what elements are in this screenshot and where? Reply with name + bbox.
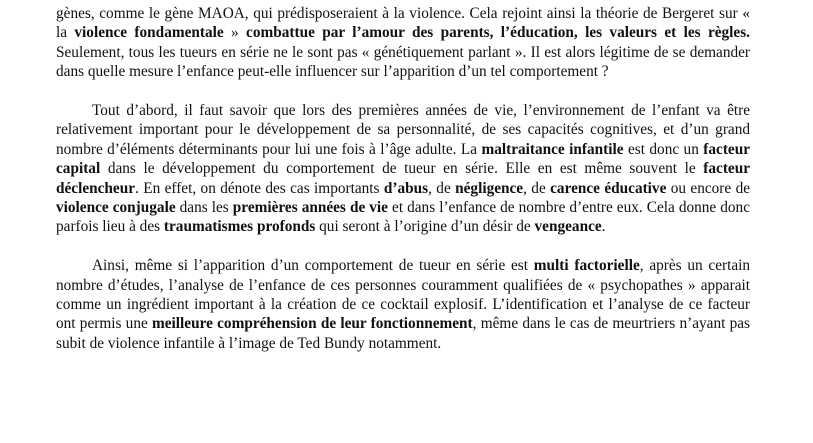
- text-run: et dans l’enfance de nombre d’entre eux. Cela donne donc parfois lieu à des: [56, 199, 750, 236]
- bold-phrase: premières années de vie: [232, 199, 388, 217]
- text-run: .: [601, 218, 606, 236]
- paragraph-genetics: [56, 4, 750, 82]
- text-run: Tout d’abord, il faut savoir que lors des premières années de vie, l’environnement de l’enfant va être relativement important pour le développement de sa personnalité, de ses capacités cognitives, et d’un grand nombre d’éléments déterminants pour lui une fois à l’âge adulte. La: [56, 102, 750, 158]
- text-run: Ainsi, même si l’apparition d’un comportement de tueur en série est: [92, 257, 534, 275]
- bold-phrase: violence conjugale: [56, 199, 176, 217]
- document-page: [56, 4, 750, 353]
- bold-phrase: vengeance: [534, 218, 602, 236]
- text-run: , de: [523, 179, 551, 197]
- bold-phrase: négligence: [455, 179, 524, 197]
- bold-phrase: carence éducative: [550, 179, 667, 197]
- bold-phrase: meilleure compréhension de leur fonctionnement: [152, 315, 473, 333]
- text-run: est donc un: [623, 140, 704, 158]
- bold-phrase: d’abus: [383, 179, 429, 197]
- text-run: dans les: [175, 199, 233, 217]
- paragraph-conclusion: [56, 256, 750, 353]
- bold-phrase: facteur déclencheur: [56, 160, 750, 197]
- bold-phrase: traumatismes profonds: [163, 218, 316, 236]
- text-run: Seulement, tous les tueurs en série ne le sont pas « génétiquement parlant ». Il est alors légitime de se demander dans quelle mesure l’enfance peut-elle influencer sur l’apparition d’un tel comportement ?: [56, 43, 750, 81]
- paragraph-childhood-environment: [56, 101, 750, 237]
- text-run: dans le développement du comportement de tueur en série. Elle en est même souvent le: [100, 160, 704, 178]
- bold-phrase: combattue par l’amour des parents, l’éducation, les valeurs et les règles.: [246, 24, 751, 42]
- text-run: , de: [428, 179, 456, 197]
- bold-phrase: maltraitance infantile: [481, 140, 624, 158]
- text-run: , après un certain nombre d’études, l’analyse de l’enfance de ces personnes couramment qualifiées de « psychopathes » apparait comme un ingrédient important à la création de ce cocktail explosif. L’identification et l’analyse de ce facteur ont permis une: [56, 257, 751, 333]
- paragraph-gap: [56, 237, 750, 256]
- paragraph-gap: [56, 82, 750, 101]
- text-run: »: [223, 24, 247, 42]
- bold-phrase: violence fondamentale: [74, 24, 224, 42]
- text-run: gènes, comme le gène MAOA, qui prédisposeraient à la violence. Cela rejoint ainsi la théorie de Bergeret sur « la: [56, 5, 750, 42]
- text-run: . En effet, on dénote des cas importants: [135, 179, 384, 197]
- text-run: ou encore de: [666, 179, 751, 197]
- bold-phrase: facteur capital: [56, 140, 751, 178]
- text-run: qui seront à l’origine d’un désir de: [315, 218, 535, 236]
- text-run: , même dans le cas de meurtriers n’ayant pas subit de violence infantile à l’image de Ted Bundy notamment.: [56, 315, 751, 352]
- bold-phrase: multi factorielle: [533, 257, 640, 275]
